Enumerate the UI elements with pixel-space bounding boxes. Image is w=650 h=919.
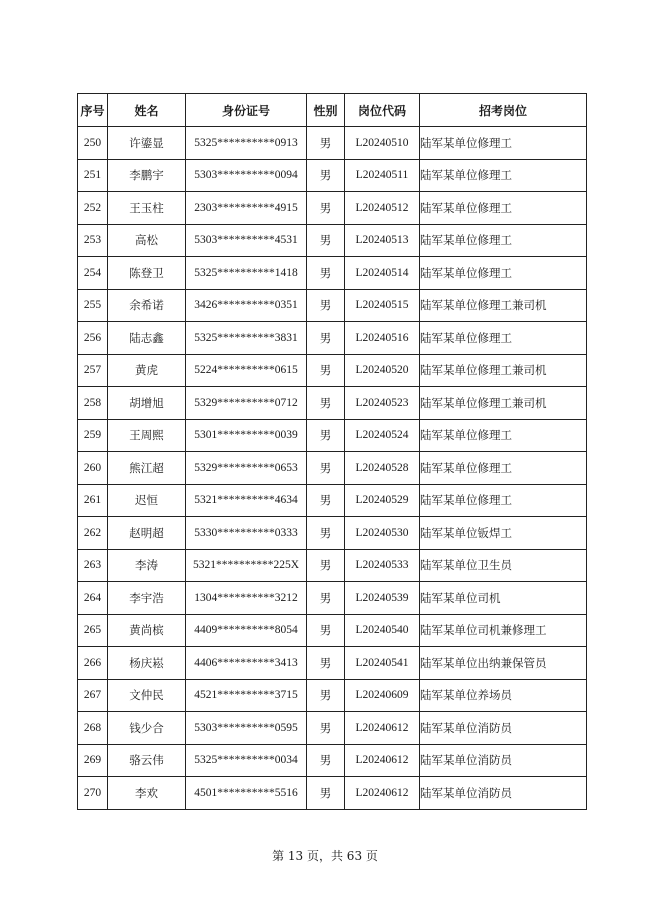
cell-gender: 男 [307, 419, 345, 452]
header-name: 姓名 [108, 94, 186, 127]
cell-post-code: L20240533 [345, 549, 420, 582]
cell-id-number: 5325**********0913 [186, 127, 307, 160]
table-row [78, 354, 587, 387]
table-row [78, 224, 587, 257]
cell-id-number: 5303**********0094 [186, 159, 307, 192]
cell-post: 陆军某单位修理工 [420, 224, 587, 257]
cell-post-code: L20240516 [345, 322, 420, 355]
cell-gender: 男 [307, 127, 345, 160]
table-row [78, 322, 587, 355]
cell-name: 文仲民 [108, 679, 186, 712]
cell-serial: 257 [78, 354, 108, 387]
cell-gender: 男 [307, 484, 345, 517]
cell-id-number: 5329**********0653 [186, 452, 307, 485]
cell-name: 钱少合 [108, 712, 186, 745]
table-row [78, 484, 587, 517]
roster-table [77, 93, 587, 810]
cell-name: 李鹏宇 [108, 159, 186, 192]
cell-post-code: L20240514 [345, 257, 420, 290]
cell-post: 陆军某单位消防员 [420, 712, 587, 745]
table-header-row [78, 94, 587, 127]
cell-name: 余希诺 [108, 289, 186, 322]
cell-post-code: L20240612 [345, 712, 420, 745]
cell-serial: 265 [78, 614, 108, 647]
cell-gender: 男 [307, 224, 345, 257]
cell-name: 李欢 [108, 777, 186, 810]
cell-post: 陆军某单位司机 [420, 582, 587, 615]
cell-serial: 260 [78, 452, 108, 485]
cell-serial: 252 [78, 192, 108, 225]
cell-serial: 264 [78, 582, 108, 615]
cell-post-code: L20240523 [345, 387, 420, 420]
cell-id-number: 5330**********0333 [186, 517, 307, 550]
cell-name: 黄尚槟 [108, 614, 186, 647]
header-post-code: 岗位代码 [345, 94, 420, 127]
cell-serial: 253 [78, 224, 108, 257]
cell-name: 黄虎 [108, 354, 186, 387]
cell-post-code: L20240612 [345, 744, 420, 777]
cell-name: 高松 [108, 224, 186, 257]
cell-id-number: 5321**********4634 [186, 484, 307, 517]
cell-name: 陆志鑫 [108, 322, 186, 355]
cell-id-number: 4501**********5516 [186, 777, 307, 810]
cell-name: 杨庆崧 [108, 647, 186, 680]
cell-post: 陆军某单位钣焊工 [420, 517, 587, 550]
table-row [78, 679, 587, 712]
cell-gender: 男 [307, 744, 345, 777]
cell-name: 陈登卫 [108, 257, 186, 290]
table-row [78, 192, 587, 225]
table-row [78, 582, 587, 615]
cell-id-number: 3426**********0351 [186, 289, 307, 322]
cell-post-code: L20240539 [345, 582, 420, 615]
table-row [78, 159, 587, 192]
cell-name: 骆云伟 [108, 744, 186, 777]
page-footer: 第 13 页，共 63 页 [272, 849, 378, 863]
cell-gender: 男 [307, 517, 345, 550]
cell-gender: 男 [307, 452, 345, 485]
cell-name: 李宇浩 [108, 582, 186, 615]
cell-gender: 男 [307, 322, 345, 355]
cell-gender: 男 [307, 647, 345, 680]
cell-gender: 男 [307, 679, 345, 712]
table-row [78, 549, 587, 582]
cell-post-code: L20240528 [345, 452, 420, 485]
table-row [78, 257, 587, 290]
cell-id-number: 5224**********0615 [186, 354, 307, 387]
cell-gender: 男 [307, 549, 345, 582]
cell-serial: 250 [78, 127, 108, 160]
cell-post: 陆军某单位修理工 [420, 127, 587, 160]
cell-post: 陆军某单位修理工 [420, 159, 587, 192]
table-row [78, 744, 587, 777]
cell-post: 陆军某单位卫生员 [420, 549, 587, 582]
cell-gender: 男 [307, 289, 345, 322]
cell-gender: 男 [307, 777, 345, 810]
cell-gender: 男 [307, 614, 345, 647]
cell-post-code: L20240511 [345, 159, 420, 192]
cell-post: 陆军某单位消防员 [420, 777, 587, 810]
cell-post-code: L20240529 [345, 484, 420, 517]
cell-serial: 255 [78, 289, 108, 322]
cell-gender: 男 [307, 582, 345, 615]
cell-post: 陆军某单位修理工兼司机 [420, 354, 587, 387]
cell-name: 许鎏显 [108, 127, 186, 160]
cell-gender: 男 [307, 159, 345, 192]
cell-id-number: 1304**********3212 [186, 582, 307, 615]
cell-post-code: L20240520 [345, 354, 420, 387]
cell-post: 陆军某单位修理工兼司机 [420, 387, 587, 420]
cell-post: 陆军某单位修理工 [420, 322, 587, 355]
cell-name: 王玉柱 [108, 192, 186, 225]
cell-post-code: L20240612 [345, 777, 420, 810]
cell-post-code: L20240609 [345, 679, 420, 712]
cell-serial: 268 [78, 712, 108, 745]
table-row [78, 452, 587, 485]
cell-serial: 266 [78, 647, 108, 680]
cell-name: 王周熙 [108, 419, 186, 452]
cell-serial: 258 [78, 387, 108, 420]
cell-id-number: 4406**********3413 [186, 647, 307, 680]
table-row [78, 777, 587, 810]
cell-gender: 男 [307, 387, 345, 420]
cell-serial: 263 [78, 549, 108, 582]
cell-serial: 251 [78, 159, 108, 192]
cell-post: 陆军某单位消防员 [420, 744, 587, 777]
cell-id-number: 2303**********4915 [186, 192, 307, 225]
cell-id-number: 5303**********0595 [186, 712, 307, 745]
cell-post: 陆军某单位修理工兼司机 [420, 289, 587, 322]
cell-post-code: L20240524 [345, 419, 420, 452]
cell-id-number: 5321**********225X [186, 549, 307, 582]
cell-post: 陆军某单位修理工 [420, 257, 587, 290]
cell-serial: 269 [78, 744, 108, 777]
cell-post: 陆军某单位修理工 [420, 484, 587, 517]
cell-gender: 男 [307, 192, 345, 225]
cell-gender: 男 [307, 712, 345, 745]
cell-serial: 259 [78, 419, 108, 452]
cell-serial: 254 [78, 257, 108, 290]
table-row [78, 517, 587, 550]
table-row [78, 289, 587, 322]
cell-post-code: L20240530 [345, 517, 420, 550]
header-serial: 序号 [78, 94, 108, 127]
cell-post-code: L20240541 [345, 647, 420, 680]
cell-id-number: 4521**********3715 [186, 679, 307, 712]
cell-name: 迟恒 [108, 484, 186, 517]
cell-id-number: 5329**********0712 [186, 387, 307, 420]
cell-name: 李涛 [108, 549, 186, 582]
cell-serial: 262 [78, 517, 108, 550]
cell-id-number: 4409**********8054 [186, 614, 307, 647]
cell-id-number: 5325**********1418 [186, 257, 307, 290]
cell-id-number: 5325**********3831 [186, 322, 307, 355]
cell-serial: 267 [78, 679, 108, 712]
table-row [78, 127, 587, 160]
cell-post-code: L20240513 [345, 224, 420, 257]
header-id-number: 身份证号 [186, 94, 307, 127]
cell-post-code: L20240540 [345, 614, 420, 647]
table-row [78, 419, 587, 452]
header-gender: 性别 [307, 94, 345, 127]
table-row [78, 614, 587, 647]
header-post: 招考岗位 [420, 94, 587, 127]
cell-name: 胡增旭 [108, 387, 186, 420]
cell-post: 陆军某单位出纳兼保管员 [420, 647, 587, 680]
cell-post: 陆军某单位修理工 [420, 419, 587, 452]
table-row [78, 647, 587, 680]
cell-id-number: 5303**********4531 [186, 224, 307, 257]
cell-name: 熊江超 [108, 452, 186, 485]
cell-gender: 男 [307, 354, 345, 387]
cell-gender: 男 [307, 257, 345, 290]
cell-post-code: L20240510 [345, 127, 420, 160]
cell-id-number: 5301**********0039 [186, 419, 307, 452]
cell-serial: 256 [78, 322, 108, 355]
cell-serial: 270 [78, 777, 108, 810]
cell-name: 赵明超 [108, 517, 186, 550]
cell-post: 陆军某单位修理工 [420, 192, 587, 225]
cell-post: 陆军某单位养场员 [420, 679, 587, 712]
table-row [78, 712, 587, 745]
table-body [78, 127, 587, 810]
table-row [78, 387, 587, 420]
cell-id-number: 5325**********0034 [186, 744, 307, 777]
cell-serial: 261 [78, 484, 108, 517]
cell-post: 陆军某单位司机兼修理工 [420, 614, 587, 647]
cell-post: 陆军某单位修理工 [420, 452, 587, 485]
cell-post-code: L20240515 [345, 289, 420, 322]
cell-post-code: L20240512 [345, 192, 420, 225]
